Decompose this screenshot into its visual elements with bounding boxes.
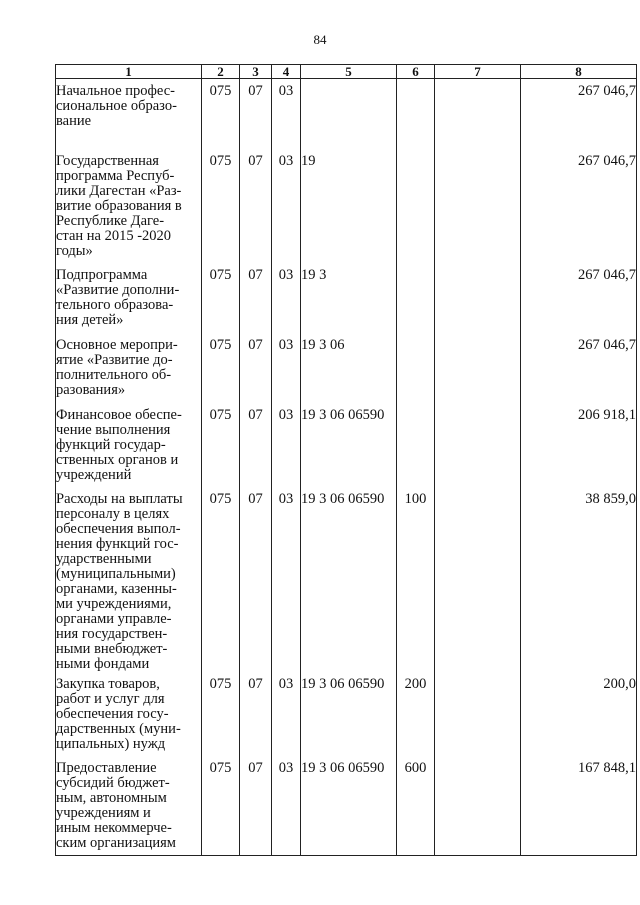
- section-code: 07: [248, 83, 263, 99]
- expense-type-code-cell: [397, 487, 435, 672]
- row-name: Подпрограмма «Развитие дополни- тельного образова- ния детей»: [56, 266, 180, 328]
- subsection-code-cell: [272, 403, 301, 487]
- row-name-cell: [56, 487, 202, 672]
- expense-type-code-cell: [397, 672, 435, 756]
- subsection-code-cell: [272, 756, 301, 856]
- admin-code-cell: [202, 149, 240, 263]
- column-header: 4: [272, 65, 301, 79]
- row-name-cell: [56, 403, 202, 487]
- row-name: Финансовое обеспе- чение выполнения функций государ- ственных органов и учреждений: [56, 406, 182, 483]
- column-7-value-cell: [435, 487, 521, 672]
- subsection-code: 03: [278, 675, 294, 692]
- table-row: [56, 263, 637, 333]
- amount-value: 167 848,1: [578, 759, 636, 776]
- target-article-code: 19: [301, 152, 316, 169]
- subsection-code-cell: [272, 263, 301, 333]
- expense-type-code: [397, 79, 434, 84]
- target-article-code: 19 3 06 06590: [301, 490, 385, 507]
- amount-value-cell: [521, 672, 637, 756]
- expense-type-code-cell: [397, 149, 435, 263]
- row-name-cell: [56, 79, 202, 149]
- admin-code: 075: [209, 675, 232, 692]
- column-7-value: [435, 79, 520, 84]
- subsection-code: 03: [278, 83, 294, 99]
- amount-value: 200,0: [603, 675, 636, 692]
- subsection-code: 03: [278, 266, 294, 283]
- row-name-cell: [56, 263, 202, 333]
- section-code-cell: [240, 403, 272, 487]
- admin-code: 075: [209, 406, 232, 423]
- admin-code: 075: [209, 336, 232, 353]
- column-7-value: [435, 333, 520, 338]
- subsection-code-cell: [272, 333, 301, 403]
- expense-type-code: 100: [404, 490, 427, 507]
- expense-type-code-cell: [397, 263, 435, 333]
- expense-type-code-cell: [397, 403, 435, 487]
- admin-code: 075: [209, 490, 232, 507]
- expense-type-code: 200: [404, 675, 427, 692]
- target-article-code: 19 3: [301, 266, 327, 283]
- row-name: Закупка товаров, работ и услуг для обеспечения госу- дарственных (муни- ципальных) нужд: [56, 675, 181, 752]
- column-header: 3: [240, 65, 272, 79]
- row-name: Основное меропри- ятие «Развитие до- полнительного об- разования»: [56, 336, 178, 398]
- amount-value-cell: [521, 79, 637, 149]
- section-code-cell: [240, 756, 272, 856]
- admin-code-cell: [202, 487, 240, 672]
- target-article-code-cell: [301, 79, 397, 149]
- section-code: 07: [248, 336, 263, 353]
- section-code-cell: [240, 263, 272, 333]
- column-7-value: [435, 149, 520, 154]
- column-7-value: [435, 403, 520, 408]
- section-code: 07: [248, 152, 263, 169]
- section-code: 07: [248, 406, 263, 423]
- column-header: 1: [56, 65, 202, 79]
- admin-code-cell: [202, 263, 240, 333]
- admin-code: 075: [209, 266, 232, 283]
- row-name: Расходы на выплаты персоналу в целях обеспечения выпол- нения функций гос- ударственными (муниципальными) органами, казенны- ми учреждениями, органами управле- ния государствен- ными внебюджет- ными фондами: [56, 490, 183, 672]
- target-article-code-cell: [301, 149, 397, 263]
- target-article-code-cell: [301, 756, 397, 856]
- table-row: [56, 333, 637, 403]
- column-7-value-cell: [435, 263, 521, 333]
- column-7-value: [435, 487, 520, 492]
- target-article-code: [301, 79, 396, 84]
- column-7-value-cell: [435, 756, 521, 856]
- section-code: 07: [248, 490, 263, 507]
- target-article-code-cell: [301, 672, 397, 756]
- admin-code-cell: [202, 672, 240, 756]
- column-7-value: [435, 756, 520, 761]
- target-article-code: 19 3 06 06590: [301, 675, 385, 692]
- row-name-cell: [56, 672, 202, 756]
- amount-value-cell: [521, 333, 637, 403]
- expense-type-code: [397, 333, 434, 338]
- target-article-code-cell: [301, 263, 397, 333]
- column-7-value-cell: [435, 149, 521, 263]
- amount-value-cell: [521, 149, 637, 263]
- amount-value-cell: [521, 487, 637, 672]
- subsection-code: 03: [278, 490, 294, 507]
- expense-type-code-cell: [397, 333, 435, 403]
- table-row: [56, 79, 637, 149]
- target-article-code: 19 3 06: [301, 336, 345, 353]
- expense-type-code: [397, 263, 434, 268]
- budget-table: [55, 64, 637, 856]
- target-article-code-cell: [301, 333, 397, 403]
- section-code: 07: [248, 266, 263, 283]
- row-name: Начальное профес- сиональное образо- вание: [56, 83, 177, 129]
- target-article-code-cell: [301, 487, 397, 672]
- column-header: 5: [301, 65, 397, 79]
- column-header: 2: [202, 65, 240, 79]
- row-name: Предоставление субсидий бюджет- ным, автономным учреждениям и иным некоммерче- ским организациям: [56, 759, 176, 851]
- row-name: Государственная программа Респуб- лики Дагестан «Раз- витие образования в Республике Даге- стан на 2015 -2020 годы»: [56, 152, 182, 259]
- admin-code-cell: [202, 403, 240, 487]
- table-row: [56, 487, 637, 672]
- column-header: 7: [435, 65, 521, 79]
- header-row: [56, 65, 637, 79]
- column-7-value-cell: [435, 333, 521, 403]
- amount-value-cell: [521, 756, 637, 856]
- target-article-code-cell: [301, 403, 397, 487]
- section-code-cell: [240, 149, 272, 263]
- section-code-cell: [240, 333, 272, 403]
- subsection-code: 03: [278, 759, 294, 776]
- column-7-value-cell: [435, 672, 521, 756]
- expense-type-code-cell: [397, 79, 435, 149]
- section-code: 07: [248, 675, 263, 692]
- admin-code-cell: [202, 79, 240, 149]
- section-code-cell: [240, 487, 272, 672]
- subsection-code: 03: [278, 152, 294, 169]
- table-body: [56, 79, 637, 856]
- amount-value: 206 918,1: [578, 406, 636, 423]
- column-7-value: [435, 672, 520, 677]
- admin-code: 075: [209, 152, 232, 169]
- section-code-cell: [240, 79, 272, 149]
- amount-value: 267 046,7: [578, 266, 636, 283]
- section-code: 07: [248, 759, 263, 776]
- page-number: 84: [313, 32, 327, 47]
- column-7-value-cell: [435, 403, 521, 487]
- table-row: [56, 403, 637, 487]
- table-row: [56, 672, 637, 756]
- table-row: [56, 149, 637, 263]
- amount-value: 267 046,7: [578, 336, 636, 353]
- amount-value-cell: [521, 403, 637, 487]
- amount-value-cell: [521, 263, 637, 333]
- column-7-value-cell: [435, 79, 521, 149]
- subsection-code: 03: [278, 336, 294, 353]
- admin-code: 075: [209, 759, 232, 776]
- admin-code-cell: [202, 756, 240, 856]
- subsection-code: 03: [278, 406, 294, 423]
- subsection-code-cell: [272, 672, 301, 756]
- expense-type-code-cell: [397, 756, 435, 856]
- expense-type-code: [397, 149, 434, 154]
- column-header: 8: [521, 65, 637, 79]
- subsection-code-cell: [272, 487, 301, 672]
- section-code-cell: [240, 672, 272, 756]
- target-article-code: 19 3 06 06590: [301, 759, 385, 776]
- subsection-code-cell: [272, 79, 301, 149]
- amount-value: 267 046,7: [578, 152, 636, 169]
- column-header: 6: [397, 65, 435, 79]
- amount-value: 267 046,7: [578, 83, 636, 99]
- column-7-value: [435, 263, 520, 268]
- row-name-cell: [56, 756, 202, 856]
- target-article-code: 19 3 06 06590: [301, 406, 385, 423]
- expense-type-code: [397, 403, 434, 408]
- row-name-cell: [56, 149, 202, 263]
- amount-value: 38 859,0: [585, 490, 636, 507]
- admin-code: 075: [209, 83, 232, 99]
- row-name-cell: [56, 333, 202, 403]
- expense-type-code: 600: [404, 759, 427, 776]
- table-row: [56, 756, 637, 856]
- subsection-code-cell: [272, 149, 301, 263]
- admin-code-cell: [202, 333, 240, 403]
